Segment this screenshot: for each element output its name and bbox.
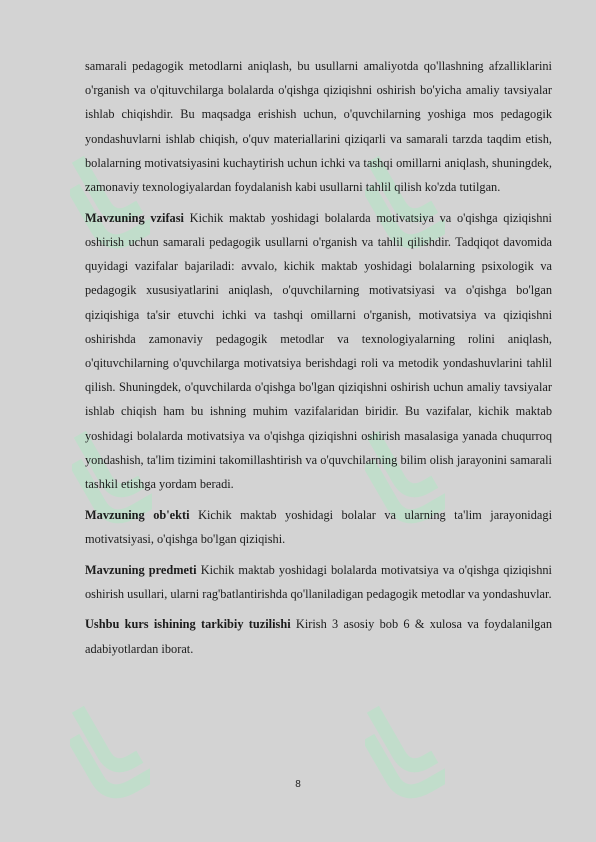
section-text: Kichik maktab yoshidagi bolalarda motivatsiya va o'qishga qiziqishni oshirish uchun samarali pedagogik usullarni o'rganish va tahlil qilishdir. Tadqiqot davomida quyidagi vazifalar bajariladi: avvalo, kichik maktab yoshidagi bolalarning psixologik va pedagogik xususiyatlarini aniqlash, o'quvchilarning motivatsiyasi va o'qishga bo'lgan qiziqishiga ta'sir etuvchi ichki va tashqi omillarni o'rganish, motivatsiya va qiziqishni oshirishda zamonaviy pedagogik metodlar va texnologiyalarning rolini aniqlash, o'qituvchilarning o'quvchilarga motivatsiya berishdagi roli va metodik yondashuvlarini tahlil qilish. Shuningdek, o'quvchilarda o'qishga bo'lgan qiziqishni oshirish uchun amaliy tavsiyalar ishlab chiqish ham bu ishning muhim vazifalaridan biridir. Bu vazifalar, kichik maktab yoshidagi bolalarda motivatsiya va o'qishga qiziqishni oshirish masalasiga yanada chuqurroq yondashish, ta'lim tizimini takomillashtirish va o'quvchilarning bilim olish jarayonini samarali tashkil etishga yordam beradi. bbox=[85, 210, 552, 491]
intro-paragraph: samarali pedagogik metodlarni aniqlash, bu usullarni amaliyotda qo'llashning afzalliklarini o'rganish va o'qituvchilarga bolalarda o'qishga qiziqishni oshirish bo'yicha amaliy tavsiyalar ishlab chiqishdir. Bu maqsadga erishish uchun, o'quvchilarning yoshiga mos pedagogik yondashuvlarni ishlab chiqish, o'quv materiallarini qiziqarli va samarali tarzda taqdim etish, bolalarning motivatsiyasini kuchaytirish uchun ichki va tashqi omillarni aniqlash, shuningdek, zamonaviy texnologiyalardan foydalanish kabi usullarni tahlil qilish ko'zda tutilgan. bbox=[85, 59, 552, 195]
section-subject bbox=[85, 558, 552, 606]
section-heading: Ushbu kurs ishining tarkibiy tuzilishi bbox=[85, 617, 291, 632]
section-text: Kirish 3 asosiy bob 6 & xulosa va foydalanilgan adabiyotlardan iborat. bbox=[85, 617, 552, 656]
section-object bbox=[85, 503, 552, 551]
page-number: 8 bbox=[295, 779, 301, 790]
section-text: Kichik maktab yoshidagi bolalar va ularning ta'lim jarayonidagi motivatsiyasi, o'qishga bo'lgan qiziqishi. bbox=[85, 507, 552, 546]
section-structure bbox=[85, 612, 552, 660]
section-heading: Mavzuning vzifasi bbox=[85, 210, 184, 225]
document-body bbox=[85, 54, 552, 667]
section-heading: Mavzuning ob'ekti bbox=[85, 507, 190, 522]
section-heading: Mavzuning predmeti bbox=[85, 562, 197, 577]
section-text: Kichik maktab yoshidagi bolalarda motivatsiya va o'qishga qiziqishni oshirish usullari, ularni rag'batlantirishda qo'llaniladigan pedagogik metodlar va yondashuvlar. bbox=[85, 562, 552, 601]
section-task bbox=[85, 206, 552, 496]
